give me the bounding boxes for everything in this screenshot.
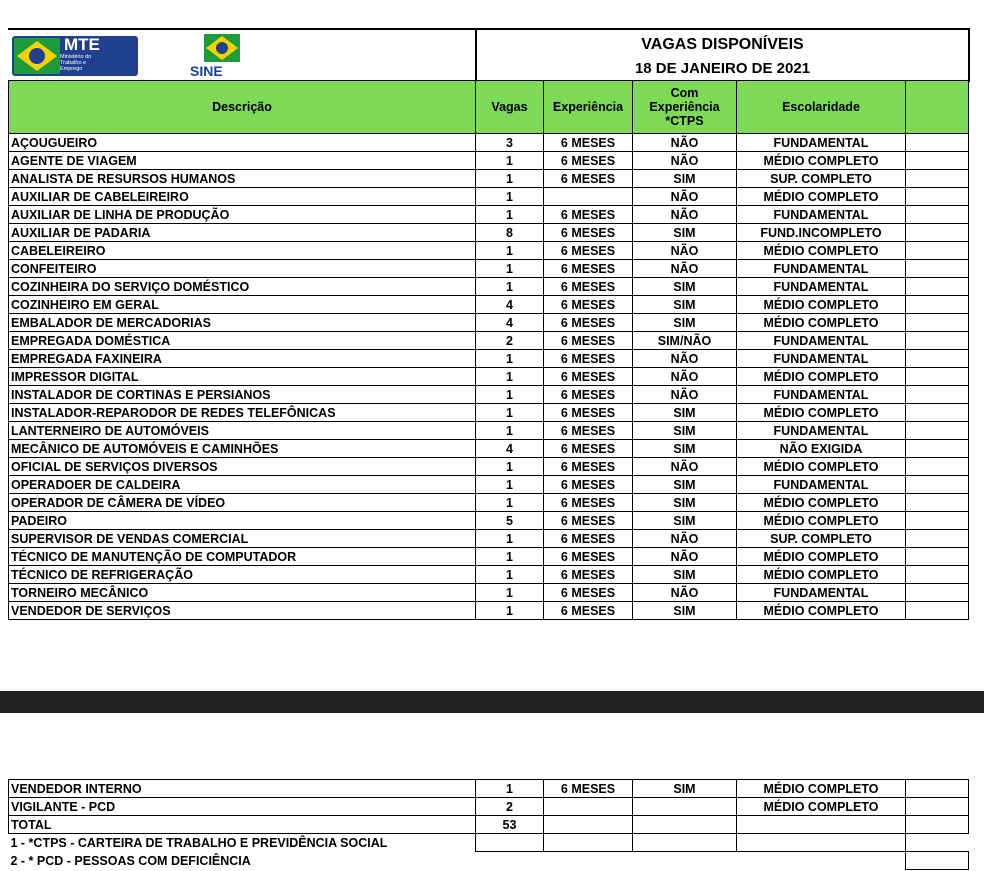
column-header-vagas: Vagas: [476, 81, 544, 134]
cell-com-experiencia: [633, 798, 737, 816]
cell-descricao: AGENTE DE VIAGEM: [9, 152, 476, 170]
cell-blank: [906, 780, 969, 798]
cell-blank: [906, 332, 969, 350]
table-header-row: [9, 81, 969, 134]
table-row: [9, 332, 969, 350]
cell-escolaridade: NÃO EXIGIDA: [737, 440, 906, 458]
table-row: [9, 206, 969, 224]
cell-vagas: 1: [476, 242, 544, 260]
cell-vagas: 4: [476, 296, 544, 314]
cell-com-experiencia: NÃO: [633, 530, 737, 548]
table-row: [9, 602, 969, 620]
cell-experiencia: 6 MESES: [544, 780, 633, 798]
cell-experiencia: 6 MESES: [544, 530, 633, 548]
cell-descricao: PADEIRO: [9, 512, 476, 530]
cell-blank: [906, 530, 969, 548]
table-row: [9, 350, 969, 368]
cell-blank: [906, 260, 969, 278]
cell-vagas: 1: [476, 368, 544, 386]
cell-descricao: CABELEIREIRO: [9, 242, 476, 260]
cell-com-experiencia: NÃO: [633, 188, 737, 206]
cell-vagas: 1: [476, 278, 544, 296]
footnote-ctps: 1 - *CTPS - CARTEIRA DE TRABALHO E PREVIDÊNCIA SOCIAL: [10, 835, 388, 850]
cell-vagas: 1: [476, 494, 544, 512]
cell-descricao: TOTAL: [9, 816, 476, 834]
cell-escolaridade: FUNDAMENTAL: [737, 422, 906, 440]
cell-com-experiencia: NÃO: [633, 458, 737, 476]
cell-descricao: IMPRESSOR DIGITAL: [9, 368, 476, 386]
cell-vagas: 1: [476, 780, 544, 798]
cell-escolaridade: FUNDAMENTAL: [737, 350, 906, 368]
cell-experiencia: 6 MESES: [544, 134, 633, 152]
cell-experiencia: 6 MESES: [544, 440, 633, 458]
cell-descricao: TÉCNICO DE MANUTENÇÃO DE COMPUTADOR: [9, 548, 476, 566]
cell-com-experiencia: NÃO: [633, 260, 737, 278]
cell-blank: [906, 152, 969, 170]
cell-vagas: 1: [476, 566, 544, 584]
cell-com-experiencia: SIM: [633, 440, 737, 458]
cell-vagas: 2: [476, 332, 544, 350]
cell-vagas: 1: [476, 602, 544, 620]
cell-blank: [906, 206, 969, 224]
cell-com-experiencia: NÃO: [633, 134, 737, 152]
cell-experiencia: 6 MESES: [544, 566, 633, 584]
table-row: [9, 440, 969, 458]
cell-descricao: VENDEDOR DE SERVIÇOS: [9, 602, 476, 620]
cell-blank: [906, 278, 969, 296]
cell-com-experiencia: SIM: [633, 476, 737, 494]
table-row: [9, 152, 969, 170]
cell-experiencia: 6 MESES: [544, 152, 633, 170]
cell-escolaridade: FUNDAMENTAL: [737, 278, 906, 296]
footnote-row: [9, 852, 969, 870]
cell-blank: [906, 134, 969, 152]
footnote-row: [9, 834, 969, 852]
table-body-continued: [9, 780, 969, 834]
cell-experiencia: [544, 798, 633, 816]
table-row: [9, 584, 969, 602]
sine-logo-text: SINE: [190, 63, 223, 79]
cell-escolaridade: MÉDIO COMPLETO: [737, 548, 906, 566]
cell-descricao: TORNEIRO MECÂNICO: [9, 584, 476, 602]
table-row: [9, 296, 969, 314]
document-header: [8, 28, 968, 80]
cell-escolaridade: SUP. COMPLETO: [737, 170, 906, 188]
table-row: [9, 566, 969, 584]
cell-experiencia: 6 MESES: [544, 260, 633, 278]
cell-com-experiencia: SIM: [633, 494, 737, 512]
vacancies-table-continued: [8, 779, 969, 870]
cell-vagas: 1: [476, 476, 544, 494]
table-row: [9, 224, 969, 242]
cell-descricao: AUXILIAR DE PADARIA: [9, 224, 476, 242]
cell-escolaridade: FUNDAMENTAL: [737, 134, 906, 152]
cell-experiencia: 6 MESES: [544, 404, 633, 422]
table-row: [9, 260, 969, 278]
page-title: VAGAS DISPONÍVEIS: [641, 36, 804, 53]
cell-escolaridade: MÉDIO COMPLETO: [737, 602, 906, 620]
cell-blank: [906, 242, 969, 260]
cell-vagas: 1: [476, 584, 544, 602]
table-row: [9, 422, 969, 440]
cell-experiencia: 6 MESES: [544, 386, 633, 404]
cell-blank: [906, 170, 969, 188]
cell-vagas: 3: [476, 134, 544, 152]
cell-experiencia: 6 MESES: [544, 314, 633, 332]
cell-descricao: COZINHEIRA DO SERVIÇO DOMÉSTICO: [9, 278, 476, 296]
cell-descricao: INSTALADOR DE CORTINAS E PERSIANOS: [9, 386, 476, 404]
divider-bar: [0, 691, 984, 713]
table-row: [9, 798, 969, 816]
cell-vagas: 1: [476, 206, 544, 224]
cell-com-experiencia: SIM: [633, 566, 737, 584]
cell-escolaridade: FUNDAMENTAL: [737, 332, 906, 350]
cell-blank: [906, 368, 969, 386]
table-row: [9, 368, 969, 386]
cell-escolaridade: MÉDIO COMPLETO: [737, 242, 906, 260]
cell-descricao: AUXILIAR DE CABELEIREIRO: [9, 188, 476, 206]
cell-com-experiencia: SIM: [633, 224, 737, 242]
cell-com-experiencia: SIM: [633, 512, 737, 530]
table-row: [9, 780, 969, 798]
cell-escolaridade: MÉDIO COMPLETO: [737, 404, 906, 422]
cell-experiencia: 6 MESES: [544, 206, 633, 224]
cell-descricao: SUPERVISOR DE VENDAS COMERCIAL: [9, 530, 476, 548]
cell-descricao: VIGILANTE - PCD: [9, 798, 476, 816]
table-row: [9, 242, 969, 260]
footnotes: [9, 834, 969, 870]
table-row: [9, 530, 969, 548]
cell-com-experiencia: NÃO: [633, 242, 737, 260]
column-header-blank: [906, 81, 969, 134]
cell-descricao: EMPREGADA FAXINEIRA: [9, 350, 476, 368]
cell-experiencia: 6 MESES: [544, 278, 633, 296]
table-row: [9, 314, 969, 332]
cell-escolaridade: MÉDIO COMPLETO: [737, 458, 906, 476]
cell-blank: [906, 476, 969, 494]
cell-escolaridade: FUND.INCOMPLETO: [737, 224, 906, 242]
cell-blank: [906, 798, 969, 816]
cell-escolaridade: FUNDAMENTAL: [737, 386, 906, 404]
cell-experiencia: 6 MESES: [544, 422, 633, 440]
cell-vagas: 1: [476, 548, 544, 566]
cell-experiencia: 6 MESES: [544, 512, 633, 530]
mte-logo-subtitle: Ministério do Trabalho e Emprego: [60, 54, 92, 72]
cell-vagas: 1: [476, 530, 544, 548]
cell-experiencia: 6 MESES: [544, 170, 633, 188]
cell-blank: [906, 494, 969, 512]
cell-escolaridade: MÉDIO COMPLETO: [737, 368, 906, 386]
table-row: [9, 476, 969, 494]
cell-blank: [906, 584, 969, 602]
cell-descricao: MECÂNICO DE AUTOMÓVEIS E CAMINHÕES: [9, 440, 476, 458]
cell-escolaridade: MÉDIO COMPLETO: [737, 314, 906, 332]
column-header-descricao: Descrição: [9, 81, 476, 134]
cell-vagas: 1: [476, 170, 544, 188]
cell-com-experiencia: NÃO: [633, 368, 737, 386]
cell-vagas: 8: [476, 224, 544, 242]
cell-vagas: 1: [476, 386, 544, 404]
cell-descricao: TÉCNICO DE REFRIGERAÇÃO: [9, 566, 476, 584]
table-row: [9, 278, 969, 296]
cell-experiencia: 6 MESES: [544, 602, 633, 620]
cell-descricao: COZINHEIRO EM GERAL: [9, 296, 476, 314]
cell-descricao: ANALISTA DE RESURSOS HUMANOS: [9, 170, 476, 188]
cell-com-experiencia: SIM: [633, 278, 737, 296]
cell-blank: [906, 548, 969, 566]
cell-com-experiencia: NÃO: [633, 386, 737, 404]
cell-vagas: 1: [476, 188, 544, 206]
cell-blank: [906, 224, 969, 242]
cell-com-experiencia: SIM: [633, 602, 737, 620]
cell-blank: [906, 314, 969, 332]
cell-escolaridade: FUNDAMENTAL: [737, 260, 906, 278]
cell-experiencia: 6 MESES: [544, 296, 633, 314]
cell-experiencia: 6 MESES: [544, 350, 633, 368]
cell-experiencia: [544, 188, 633, 206]
cell-experiencia: 6 MESES: [544, 224, 633, 242]
title-box: [475, 28, 970, 82]
cell-vagas: 1: [476, 350, 544, 368]
cell-com-experiencia: NÃO: [633, 206, 737, 224]
cell-blank: [906, 422, 969, 440]
logo-area: [8, 28, 475, 80]
cell-blank: [906, 816, 969, 834]
mte-logo-text: MTE: [64, 35, 100, 54]
cell-descricao: CONFEITEIRO: [9, 260, 476, 278]
table-row: [9, 386, 969, 404]
table-row: [9, 512, 969, 530]
cell-escolaridade: MÉDIO COMPLETO: [737, 798, 906, 816]
column-header-experiencia: Experiência: [544, 81, 633, 134]
cell-com-experiencia: NÃO: [633, 350, 737, 368]
table-row: [9, 494, 969, 512]
cell-vagas: 4: [476, 440, 544, 458]
cell-experiencia: 6 MESES: [544, 458, 633, 476]
cell-escolaridade: MÉDIO COMPLETO: [737, 512, 906, 530]
cell-com-experiencia: NÃO: [633, 548, 737, 566]
cell-escolaridade: FUNDAMENTAL: [737, 206, 906, 224]
cell-com-experiencia: SIM: [633, 296, 737, 314]
cell-vagas: 5: [476, 512, 544, 530]
cell-descricao: AUXILIAR DE LINHA DE PRODUÇÃO: [9, 206, 476, 224]
cell-vagas: 53: [476, 816, 544, 834]
cell-experiencia: 6 MESES: [544, 584, 633, 602]
cell-escolaridade: [737, 816, 906, 834]
cell-escolaridade: MÉDIO COMPLETO: [737, 152, 906, 170]
cell-escolaridade: MÉDIO COMPLETO: [737, 780, 906, 798]
cell-vagas: 1: [476, 260, 544, 278]
table-row: [9, 548, 969, 566]
cell-escolaridade: MÉDIO COMPLETO: [737, 566, 906, 584]
cell-com-experiencia: SIM/NÃO: [633, 332, 737, 350]
cell-com-experiencia: SIM: [633, 314, 737, 332]
cell-experiencia: [544, 816, 633, 834]
footnote-pcd: 2 - * PCD - PESSOAS COM DEFICIÊNCIA: [10, 853, 251, 868]
cell-escolaridade: MÉDIO COMPLETO: [737, 188, 906, 206]
cell-escolaridade: FUNDAMENTAL: [737, 476, 906, 494]
cell-blank: [906, 440, 969, 458]
table-row: [9, 816, 969, 834]
cell-blank: [906, 188, 969, 206]
cell-vagas: 1: [476, 422, 544, 440]
cell-com-experiencia: SIM: [633, 404, 737, 422]
cell-com-experiencia: NÃO: [633, 584, 737, 602]
cell-blank: [906, 512, 969, 530]
cell-escolaridade: SUP. COMPLETO: [737, 530, 906, 548]
cell-blank: [906, 296, 969, 314]
cell-descricao: LANTERNEIRO DE AUTOMÓVEIS: [9, 422, 476, 440]
table-row: [9, 458, 969, 476]
cell-descricao: OPERADOER DE CALDEIRA: [9, 476, 476, 494]
cell-experiencia: 6 MESES: [544, 494, 633, 512]
cell-experiencia: 6 MESES: [544, 476, 633, 494]
cell-blank: [906, 386, 969, 404]
cell-com-experiencia: SIM: [633, 422, 737, 440]
vacancies-table: [8, 80, 969, 620]
table-row: [9, 134, 969, 152]
table-row: [9, 170, 969, 188]
column-header-com-experiencia: Com Experiência *CTPS: [633, 81, 737, 134]
page-date: 18 DE JANEIRO DE 2021: [634, 60, 811, 77]
table-row: [9, 404, 969, 422]
cell-com-experiencia: SIM: [633, 170, 737, 188]
cell-vagas: 4: [476, 314, 544, 332]
cell-descricao: VENDEDOR INTERNO: [9, 780, 476, 798]
cell-vagas: 1: [476, 152, 544, 170]
cell-experiencia: 6 MESES: [544, 548, 633, 566]
cell-descricao: AÇOUGUEIRO: [9, 134, 476, 152]
cell-descricao: EMBALADOR DE MERCADORIAS: [9, 314, 476, 332]
cell-blank: [906, 566, 969, 584]
cell-descricao: OPERADOR DE CÂMERA DE VÍDEO: [9, 494, 476, 512]
cell-experiencia: 6 MESES: [544, 242, 633, 260]
cell-escolaridade: MÉDIO COMPLETO: [737, 494, 906, 512]
table-row: [9, 188, 969, 206]
cell-experiencia: 6 MESES: [544, 368, 633, 386]
cell-escolaridade: FUNDAMENTAL: [737, 584, 906, 602]
cell-com-experiencia: [633, 816, 737, 834]
cell-blank: [906, 350, 969, 368]
cell-descricao: EMPREGADA DOMÉSTICA: [9, 332, 476, 350]
cell-blank: [906, 404, 969, 422]
cell-experiencia: 6 MESES: [544, 332, 633, 350]
cell-com-experiencia: NÃO: [633, 152, 737, 170]
column-header-escolaridade: Escolaridade: [737, 81, 906, 134]
cell-descricao: OFICIAL DE SERVIÇOS DIVERSOS: [9, 458, 476, 476]
cell-blank: [906, 602, 969, 620]
cell-escolaridade: MÉDIO COMPLETO: [737, 296, 906, 314]
cell-descricao: INSTALADOR-REPARODOR DE REDES TELEFÔNICAS: [9, 404, 476, 422]
cell-vagas: 1: [476, 404, 544, 422]
cell-vagas: 1: [476, 458, 544, 476]
table-body: [9, 134, 969, 620]
cell-com-experiencia: SIM: [633, 780, 737, 798]
cell-vagas: 2: [476, 798, 544, 816]
cell-blank: [906, 458, 969, 476]
